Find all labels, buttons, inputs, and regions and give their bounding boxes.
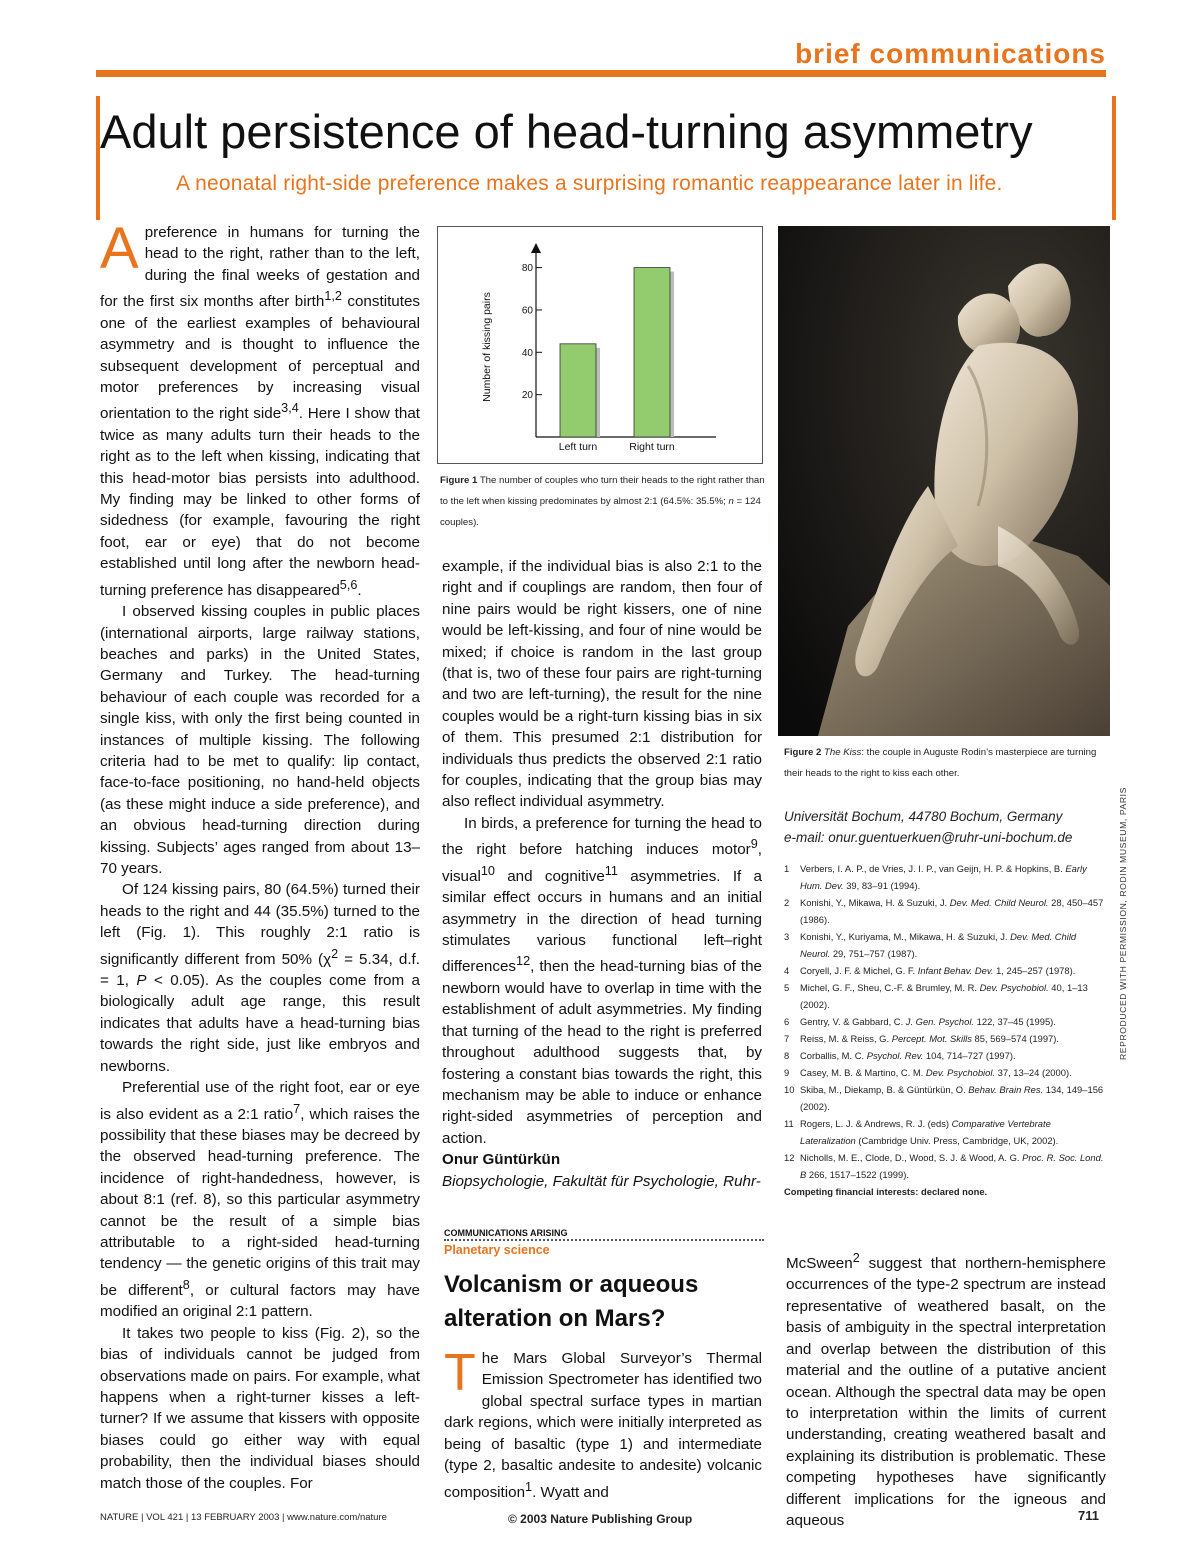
paragraph-results: Of 124 kissing pairs, 80 (64.5%) turned their heads to the right and 44 (35.5%) turned to the left (Fig. 1). This roughly 2:1 ratio is significantly different from 50% ($\chi^2 = 5.34$, d.f. = 1, P < 0.05). As the couples come from a biologically adult age range, this result indicates that adults have a head-turning bias towards the right side, just like embryos and newborns. — [100, 881, 420, 1075]
author-address — [784, 806, 1108, 848]
reference-text: Michel, G. F., Sheu, C.-F. & Brumley, M. R. Dev. Psychobiol. 40, 1–13 (2002). — [800, 982, 1088, 1010]
reference-text: Rogers, L. J. & Andrews, R. J. (eds) Comparative Vertebrate Lateralization (Cambridge Univ. Press, Cambridge, UK, 2002). — [800, 1118, 1059, 1146]
author-name: Onur Güntürkün — [442, 1151, 561, 1169]
reference-item — [784, 928, 1106, 962]
email-link[interactable]: e-mail: onur.guentuerkuen@ruhr-uni-bochum.de — [784, 830, 1073, 845]
reference-text: Konishi, Y., Mikawa, H. & Suzuki, J. Dev. Med. Child Neurol. 28, 450–457 (1986). — [800, 897, 1104, 925]
reference-number: 3 — [784, 931, 790, 942]
figure-2-label: Figure 2 — [784, 747, 822, 758]
x-tick-label: Right turn — [629, 441, 675, 453]
article-column-2 — [442, 556, 762, 1192]
reference-text: Corballis, M. C. Psychol. Rev. 104, 714–727 (1997). — [800, 1050, 1016, 1061]
reference-item — [784, 979, 1106, 1013]
reference-text: Verbers, I. A. P., de Vries, J. I. P., van Geijn, H. P. & Hopkins, B. Early Hum. Dev. 39, 83–91 (1994). — [800, 863, 1087, 891]
competing-interests: Competing financial interests: declared none. — [784, 1186, 988, 1197]
y-axis-label: Number of kissing pairs — [481, 292, 493, 402]
figure-2-photo — [778, 226, 1110, 736]
reference-number: 7 — [784, 1033, 790, 1044]
section-rule — [96, 70, 1106, 77]
figure-1-chart — [437, 226, 763, 464]
comm-topic: Planetary science — [444, 1243, 550, 1257]
reference-number: 11 — [784, 1118, 794, 1129]
the-kiss-sculpture-image — [778, 226, 1110, 736]
reference-item — [784, 1013, 1106, 1030]
reference-item — [784, 860, 1106, 894]
y-tick-label: 40 — [521, 347, 533, 359]
comm-title: Volcanism or aqueous alteration on Mars? — [444, 1271, 699, 1332]
paragraph-discussion: Preferential use of the right foot, ear or eye is also evident as a 2:1 ratio$^7$, which raises the possibility that these biases may be decreed by the observed head-turning preference. The incidence of right-handedness, however, is about 8:1 (ref. 8), so this particular asymmetry cannot be the result of a simple bias attributable to a right-sided head-turning tendency — the genetic origins of this trait may be different$^8$, or cultural factors may have modified an original 2:1 pattern. — [100, 1079, 421, 1321]
article-column-1 — [100, 216, 421, 1494]
reference-text: Skiba, M., Diekamp, B. & Güntürkün, O. Behav. Brain Res. 134, 149–156 (2002). — [800, 1084, 1104, 1112]
author-affiliation: Biopsychologie, Fakultät für Psychologie, Ruhr- — [442, 1172, 761, 1190]
bar — [560, 344, 596, 437]
reference-text: Gentry, V. & Gabbard, C. J. Gen. Psychol. 122, 37–45 (1995). — [800, 1016, 1056, 1027]
reference-text: Coryell, J. F. & Michel, G. F. Infant Behav. Dev. 1, 245–257 (1978). — [800, 965, 1076, 976]
paragraph-probability: example, if the individual bias is also 2:1 to the right and if couplings are random, then four of nine pairs would be right kissers, one of nine would be left-kissing, and four of nine would be mixed; if choice is random in the last group (that is, two of these four pairs are right-turning and two are left-turning), the result for the nine couples would be a right-turn kissing bias in six of them. This presumed 2:1 distribution for individuals thus predicts the observed 2:1 ratio for couples, indicating that the group bias may also reflect individual asymmetry. — [442, 558, 762, 811]
figure-1-label: Figure 1 — [440, 475, 478, 486]
reference-text: Reiss, M. & Reiss, G. Percept. Mot. Skills 85, 569–574 (1997). — [800, 1033, 1059, 1044]
y-tick-label: 60 — [521, 305, 533, 317]
bar — [634, 268, 670, 437]
y-axis-arrow — [531, 243, 541, 253]
reference-item — [784, 1081, 1106, 1115]
reference-item — [784, 962, 1106, 979]
reference-number: 1 — [784, 863, 790, 874]
y-tick-label: 80 — [521, 263, 533, 275]
comm-kicker: COMMUNICATIONS ARISING — [444, 1227, 764, 1241]
reference-number: 2 — [784, 897, 790, 908]
address-line: Universität Bochum, 44780 Bochum, Germany — [784, 809, 1063, 824]
paragraph-intro: preference in humans for turning the head to the right, rather than to the left, during the final weeks of gestation and for the first six months after birth$^{1,2}$ constitutes one of the earliest examples of behavioural asymmetry and is thought to influence the subsequent development of perceptual and motor preferences by increasing visual orientation to the right side$^{3,4}$. Here I show that twice as many adults turn their heads to the right as to the left when kissing, indicating that this head-motor bias persists into adulthood. My finding may be linked to other forms of sidedness (for example, favouring the right foot, ear or eye) that do not become established until long after the newborn head-turning preference has disappeared$^{5,6}$. — [100, 224, 420, 599]
reference-number: 9 — [784, 1067, 790, 1078]
y-tick-label: 20 — [521, 390, 533, 402]
reference-item — [784, 1047, 1106, 1064]
x-tick-label: Left turn — [558, 441, 598, 453]
reference-number: 10 — [784, 1084, 795, 1095]
article-subtitle: A neonatal right-side preference makes a surprising romantic reappearance later in life. — [176, 172, 1003, 195]
reference-item — [784, 1064, 1106, 1081]
footer-copyright: © 2003 Nature Publishing Group — [508, 1512, 693, 1526]
figure-2-caption: Figure 2 The Kiss: the couple in Auguste Rodin’s masterpiece are turning their heads to the right to kiss each other. — [784, 747, 1097, 779]
paragraph-methods: I observed kissing couples in public places (international airports, large railway stations, beaches and parks) in the United States, Germany and Turkey. The head-turning behaviour of each couple was recorded for a single kiss, with only the first being counted in instances of multiple kissing. The following criteria had to be met to qualify: lip contact, face-to-face positioning, no hand-held objects (as these might induce a side preference), and an obvious head-turning direction during kissing. Subjects’ ages ranged from about 13–70 years. — [100, 603, 420, 877]
reference-number: 4 — [784, 965, 790, 976]
paragraph-couples: It takes two people to kiss (Fig. 2), so the bias of individuals cannot be judged from observations made on pairs. For example, what happens when a right-turner kisses a left-turner? If we assume that kissers with opposite biases could go either way with equal probability, then the individual biases should match those of the couples. For — [100, 1324, 420, 1492]
reference-number: 8 — [784, 1050, 790, 1061]
paragraph-birds: In birds, a preference for turning the head to the right before hatching induces motor$^9$, visual$^{10}$ and cognitive$^{11}$ asymmetries. If a similar effect occurs in humans and an initial asymmetry in the direction of head turning stimulates various functional left–right differences$^{12}$, then the head-turning bias of the newborn would have to overlap in time with the establishment of adult asymmetries. My finding that turning of the head to the right is preferred throughout adulthood suggests that, by fostering a constant bias towards the right, this mechanism may be able to induce or enhance right-sided asymmetries of perception and action. — [442, 814, 762, 1147]
reference-number: 12 — [784, 1152, 795, 1163]
figure-1-caption: Figure 1 The number of couples who turn their heads to the right rather than to the left when kissing predominates by almost 2:1 (64.5%: 35.5%; n = 124 couples). — [440, 475, 765, 528]
references-list — [784, 860, 1106, 1200]
reference-number: 6 — [784, 1016, 790, 1027]
article-title: Adult persistence of head-turning asymmetry — [100, 105, 1033, 158]
page-number: 711 — [1078, 1508, 1099, 1523]
reference-item — [784, 1149, 1106, 1183]
reference-number: 5 — [784, 982, 790, 993]
reference-item — [784, 1115, 1106, 1149]
reference-text: Nicholls, M. E., Clode, D., Wood, S. J. & Wood, A. G. Proc. R. Soc. Lond. B 266, 1517–1522 (1999). — [800, 1152, 1104, 1180]
photo-credit: REPRODUCED WITH PERMISSION, RODIN MUSEUM, PARIS — [1118, 787, 1128, 1060]
section-label: brief communications — [795, 38, 1106, 69]
reference-item — [784, 1030, 1106, 1047]
reference-text: Casey, M. B. & Martino, C. M. Dev. Psychobiol. 37, 13–24 (2000). — [800, 1067, 1072, 1078]
footer-journal-info: NATURE | VOL 421 | 13 FEBRUARY 2003 | www.nature.com/nature — [100, 1512, 387, 1523]
reference-item — [784, 894, 1106, 928]
comm-drop-cap: T — [444, 1344, 476, 1402]
header-right-bar — [1112, 96, 1116, 220]
comm-column-left — [444, 1344, 762, 1503]
reference-text: Konishi, Y., Kuriyama, M., Mikawa, H. & Suzuki, J. Dev. Med. Child Neurol. 29, 751–757 (1987). — [800, 931, 1077, 959]
drop-cap: A — [100, 216, 139, 281]
bar-chart — [438, 227, 762, 463]
comm-paragraph-left: he Mars Global Surveyor’s Thermal Emission Spectrometer has identified two global spectral surface types in martian dark regions, which were initially interpreted as being of basaltic (type 1) and intermediate (type 2, basaltic andesite to andesite) volcanic composition$^1$. Wyatt and — [444, 1350, 762, 1501]
comm-paragraph-right: McSween$^2$ suggest that northern-hemisphere occurrences of the type-2 spectrum are instead representative of weathered basalt, on the basis of ambiguity in the spectral interpretation and overlap between the distribution of this material and the outline of a putative ancient ocean. Although the spectral data may be open to interpretation within the limits of current understanding, creating weathered basalt and explaining its distribution is problematic. These competing hypotheses have significantly different implications for the igneous and aqueous — [786, 1251, 1106, 1529]
comm-column-right — [786, 1248, 1106, 1531]
